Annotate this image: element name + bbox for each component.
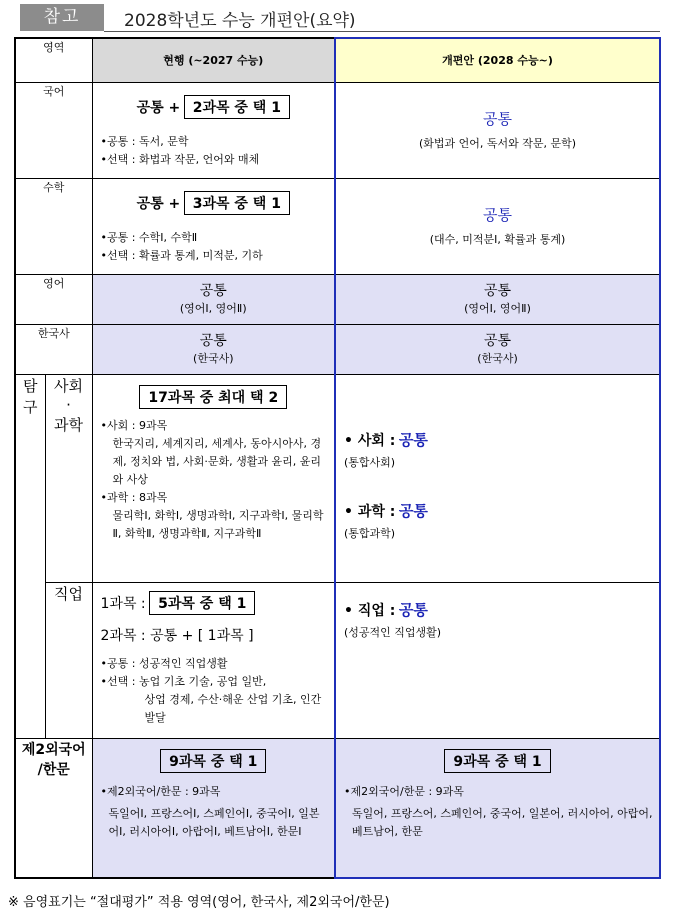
table-header-row (15, 38, 660, 82)
foreign-new-line2: 독일어, 프랑스어, 스페인어, 중국어, 일본어, 러시아어, 아랍어, 베트남어, 한문 (352, 806, 653, 838)
col-header-current: 현행 (~2027 수능) (92, 38, 335, 82)
area-inquiry (15, 374, 45, 738)
foreign-new (335, 738, 660, 878)
area-foreign-2: /한문 (37, 761, 70, 778)
foreign-new-box: 9과목 중 택 1 (444, 749, 550, 773)
new-social-sub: (통합사회) (344, 455, 396, 469)
area-dot-label: · (66, 395, 71, 414)
col-header-new: 개편안 (2028 수능~) (335, 38, 660, 82)
history-new-title: 공통 (483, 333, 512, 349)
foreign-current (92, 738, 335, 878)
vocational-current (92, 582, 335, 738)
area-social-label: 사회 (54, 376, 83, 395)
new-social-value: 공통 (398, 430, 428, 449)
history-current (92, 324, 335, 374)
social-cur-line1: •사회 : 9과목 (100, 418, 168, 432)
footnote: ※ 음영표기는 “절대평가” 적용 영역(영어, 한국사, 제2외국어/한문) (8, 895, 390, 910)
korean-new-title: 공통 (483, 109, 512, 128)
math-new (335, 178, 660, 274)
history-cur-sub: (한국사) (193, 352, 234, 365)
new-vocational-sub: (성공적인 직업생활) (344, 625, 442, 639)
social-science-cur-box: 17과목 중 최대 택 2 (139, 385, 287, 409)
area-history: 한국사 (15, 324, 92, 374)
math-new-sub: (대수, 미적분Ⅰ, 확률과 통계) (429, 232, 566, 246)
math-cur-line2: •선택 : 확률과 통계, 미적분, 기하 (100, 248, 263, 262)
vocational-new (335, 582, 660, 738)
comparison-table (14, 37, 661, 879)
row-math (15, 178, 660, 274)
new-science-sub: (통합과학) (344, 526, 396, 540)
document-title: 2028학년도 수능 개편안(요약) (124, 11, 356, 31)
vocational-l1-prefix: 1과목 : (100, 595, 146, 612)
social-science-new (335, 374, 660, 582)
new-science-value: 공통 (398, 501, 428, 520)
english-new (335, 274, 660, 324)
document-header (14, 4, 660, 34)
new-science-label: • 과학 : (344, 503, 396, 520)
row-inquiry-vocational (15, 582, 660, 738)
vocational-l2: 2과목 : 공통 + [ 1과목 ] (100, 627, 254, 644)
history-new-sub: (한국사) (477, 352, 518, 365)
col-header-area: 영역 (15, 38, 92, 82)
math-new-title: 공통 (483, 205, 512, 224)
english-cur-title: 공통 (199, 283, 227, 299)
row-inquiry-social-science (15, 374, 660, 582)
foreign-cur-line1: •제2외국어/한문 : 9과목 (100, 784, 221, 798)
math-cur-box: 3과목 중 택 1 (184, 191, 290, 215)
area-math: 수학 (15, 178, 92, 274)
new-vocational-label: • 직업 : (344, 602, 396, 619)
korean-new (335, 82, 660, 178)
vocational-cur-line3: 상업 경제, 수산·해운 산업 기초, 인간 발달 (144, 692, 322, 724)
foreign-new-line1: •제2외국어/한문 : 9과목 (344, 784, 464, 798)
social-cur-line2: 한국지리, 세계지리, 세계사, 동아시아사, 경제, 정치와 법, 사회·문화, 생활과 윤리, 윤리와 사상 (112, 436, 322, 486)
area-english: 영어 (15, 274, 92, 324)
row-english (15, 274, 660, 324)
math-cur-common: 공통 + (136, 195, 181, 212)
korean-cur-line1: •공통 : 독서, 문학 (100, 134, 189, 148)
english-cur-sub: (영어Ⅰ, 영어Ⅱ) (179, 302, 247, 315)
row-history (15, 324, 660, 374)
area-inquiry-top: 탐 (23, 376, 38, 395)
math-current (92, 178, 335, 274)
korean-current (92, 82, 335, 178)
korean-new-sub: (화법과 언어, 독서와 작문, 문학) (418, 136, 577, 150)
science-cur-line1: •과학 : 8과목 (100, 490, 168, 504)
area-social-science (45, 374, 92, 582)
vocational-cur-line1: •공통 : 성공적인 직업생활 (100, 656, 228, 670)
history-new (335, 324, 660, 374)
reference-tag: 참고 (20, 4, 104, 31)
math-cur-line1: •공통 : 수학Ⅰ, 수학Ⅱ (100, 230, 198, 244)
area-inquiry-bottom: 구 (23, 397, 38, 416)
area-science-label: 과학 (54, 415, 83, 434)
english-new-sub: (영어Ⅰ, 영어Ⅱ) (464, 302, 531, 315)
korean-cur-common: 공통 + (136, 99, 181, 116)
new-social-label: • 사회 : (344, 432, 396, 449)
social-science-current (92, 374, 335, 582)
science-cur-line2: 물리학Ⅰ, 화학Ⅰ, 생명과학Ⅰ, 지구과학Ⅰ, 물리학Ⅱ, 화학Ⅱ, 생명과학Ⅱ, 지구과학Ⅱ (112, 508, 324, 540)
foreign-cur-line2: 독일어Ⅰ, 프랑스어Ⅰ, 스페인어Ⅰ, 중국어Ⅰ, 일본어Ⅰ, 러시아어Ⅰ, 아랍어Ⅰ, 베트남어Ⅰ, 한문Ⅰ (108, 806, 320, 838)
english-current (92, 274, 335, 324)
area-korean: 국어 (15, 82, 92, 178)
vocational-cur-line2: •선택 : 농업 기초 기술, 공업 일반, (100, 674, 267, 688)
row-korean (15, 82, 660, 178)
korean-cur-box: 2과목 중 택 1 (184, 95, 290, 119)
area-foreign (15, 738, 92, 878)
korean-cur-line2: •선택 : 화법과 작문, 언어와 매체 (100, 152, 260, 166)
row-foreign (15, 738, 660, 878)
new-vocational-value: 공통 (398, 600, 428, 619)
foreign-cur-box: 9과목 중 택 1 (160, 749, 266, 773)
vocational-l1-box: 5과목 중 택 1 (149, 591, 255, 615)
english-new-title: 공통 (483, 283, 512, 299)
area-vocational: 직업 (45, 582, 92, 738)
header-underline (104, 31, 660, 32)
history-cur-title: 공통 (199, 333, 227, 349)
area-foreign-1: 제2외국어 (21, 741, 86, 758)
